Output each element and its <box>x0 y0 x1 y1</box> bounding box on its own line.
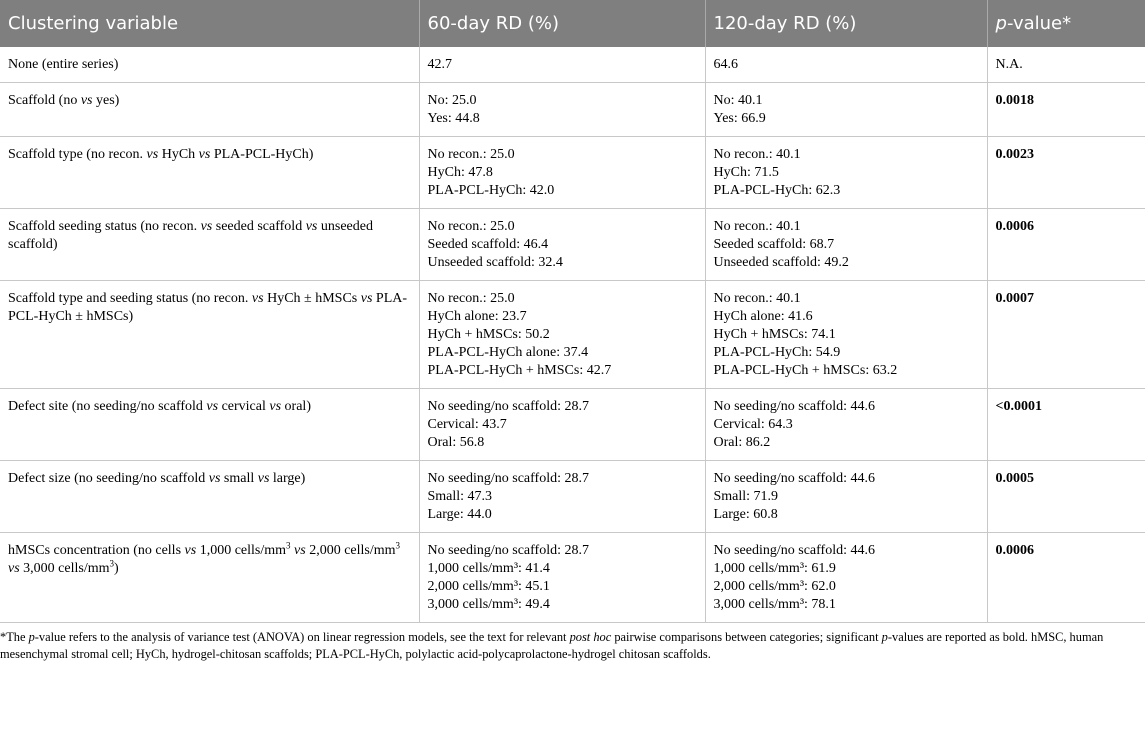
rd-value-line: Large: 44.0 <box>427 507 492 522</box>
variable-text: seeded scaffold <box>212 219 306 234</box>
rd-value-line: Oral: 56.8 <box>427 435 485 450</box>
rd-value-line: Seeded scaffold: 46.4 <box>427 237 549 252</box>
header-row <box>0 0 1145 47</box>
header-60-day-rd: 60-day RD (%) <box>419 0 705 47</box>
rd-value-line: No seeding/no scaffold: 44.6 <box>713 543 875 558</box>
cell-clustering-variable <box>0 47 419 83</box>
rd-value-line: No seeding/no scaffold: 28.7 <box>427 399 589 414</box>
rd-value-line: No recon.: 40.1 <box>713 219 801 234</box>
variable-text: Defect size (no seeding/no scaffold <box>8 471 209 486</box>
cell-60-day-rd <box>419 209 705 281</box>
footnote-part: *The <box>0 630 29 644</box>
variable-text: Defect site (no seeding/no scaffold <box>8 399 207 414</box>
table-row <box>0 47 1145 83</box>
cell-clustering-variable <box>0 83 419 137</box>
rd-value-line: Small: 71.9 <box>713 489 779 504</box>
variable-text: HyCh <box>158 147 199 162</box>
cell-p-value: N.A. <box>987 47 1145 83</box>
cell-p-value: 0.0006 <box>987 533 1145 623</box>
variable-text: Scaffold (no <box>8 93 81 108</box>
rd-value-line: Unseeded scaffold: 32.4 <box>427 255 563 270</box>
vs-italic: vs <box>251 291 264 306</box>
rd-value-line: Yes: 66.9 <box>713 111 766 126</box>
rd-value-line: PLA-PCL-HyCh alone: 37.4 <box>427 345 589 360</box>
variable-text: PLA-PCL-HyCh) <box>210 147 314 162</box>
vs-italic: vs <box>269 399 282 414</box>
cell-p-value: 0.0006 <box>987 209 1145 281</box>
rd-value-line: No: 40.1 <box>713 93 763 108</box>
table-footnote <box>0 623 1145 663</box>
footnote-italic: post hoc <box>569 630 612 644</box>
rd-value-line: 1,000 cells/mm³: 61.9 <box>713 561 836 576</box>
cell-60-day-rd <box>419 461 705 533</box>
variable-text: oral) <box>281 399 311 414</box>
rd-value-line: 3,000 cells/mm³: 49.4 <box>427 597 550 612</box>
variable-text: 1,000 cells/mm <box>196 543 287 558</box>
cell-60-day-rd <box>419 533 705 623</box>
vs-italic: vs <box>200 219 213 234</box>
cell-clustering-variable <box>0 281 419 389</box>
rd-value-line: HyCh: 71.5 <box>713 165 779 180</box>
variable-text: HyCh ± hMSCs <box>263 291 361 306</box>
cell-60-day-rd <box>419 47 705 83</box>
rd-value-line: Cervical: 43.7 <box>427 417 507 432</box>
cell-120-day-rd <box>705 47 987 83</box>
rd-value-line: HyCh: 47.8 <box>427 165 493 180</box>
header-p-italic: p <box>995 13 1007 34</box>
header-120-day-rd: 120-day RD (%) <box>705 0 987 47</box>
cell-p-value: 0.0007 <box>987 281 1145 389</box>
rd-value-line: No seeding/no scaffold: 44.6 <box>713 399 875 414</box>
variable-text: unseeded scaffold) <box>8 219 373 252</box>
rd-value-line: No recon.: 40.1 <box>713 291 801 306</box>
rd-value-line: 64.6 <box>713 57 738 72</box>
vs-italic: vs <box>206 399 219 414</box>
rd-value-line: 3,000 cells/mm³: 78.1 <box>713 597 836 612</box>
table-row <box>0 389 1145 461</box>
header-clustering-variable: Clustering variable <box>0 0 419 47</box>
variable-text: ) <box>114 561 119 576</box>
cell-p-value: 0.0018 <box>987 83 1145 137</box>
rd-value-line: No recon.: 40.1 <box>713 147 801 162</box>
footnote-italic: p <box>881 630 888 644</box>
variable-text: Scaffold type and seeding status (no recon. <box>8 291 252 306</box>
rd-value-line: Cervical: 64.3 <box>713 417 793 432</box>
vs-italic: vs <box>294 543 306 558</box>
cell-60-day-rd <box>419 281 705 389</box>
cell-120-day-rd <box>705 461 987 533</box>
cell-clustering-variable <box>0 533 419 623</box>
cell-clustering-variable <box>0 389 419 461</box>
rd-value-line: PLA-PCL-HyCh + hMSCs: 42.7 <box>427 363 612 378</box>
vs-italic: vs <box>184 543 197 558</box>
table-row <box>0 461 1145 533</box>
cell-120-day-rd <box>705 281 987 389</box>
header-p-value <box>987 0 1145 47</box>
footnote-italic: p <box>28 630 35 644</box>
table-header <box>0 0 1145 47</box>
cell-60-day-rd <box>419 137 705 209</box>
variable-text: yes) <box>92 93 120 108</box>
rd-value-line: 1,000 cells/mm³: 41.4 <box>427 561 550 576</box>
cell-clustering-variable <box>0 137 419 209</box>
cell-120-day-rd <box>705 83 987 137</box>
superscript: 3 <box>395 540 401 551</box>
vs-italic: vs <box>208 471 221 486</box>
rd-value-line: HyCh alone: 41.6 <box>713 309 813 324</box>
rd-value-line: Seeded scaffold: 68.7 <box>713 237 835 252</box>
rd-value-line: PLA-PCL-HyCh: 62.3 <box>713 183 841 198</box>
variable-text: 3,000 cells/mm <box>19 561 110 576</box>
vs-italic: vs <box>198 147 211 162</box>
rd-value-line: No seeding/no scaffold: 44.6 <box>713 471 875 486</box>
vs-italic: vs <box>360 291 373 306</box>
rd-value-line: PLA-PCL-HyCh: 42.0 <box>427 183 555 198</box>
header-p-rest: -value* <box>1006 13 1072 34</box>
rd-value-line: PLA-PCL-HyCh: 54.9 <box>713 345 841 360</box>
cell-60-day-rd <box>419 83 705 137</box>
vs-italic: vs <box>80 93 93 108</box>
table-row <box>0 137 1145 209</box>
variable-text: hMSCs concentration (no cells <box>8 543 185 558</box>
footnote-part: pairwise comparisons between categories; significant <box>611 630 882 644</box>
rd-value-line: No seeding/no scaffold: 28.7 <box>427 471 589 486</box>
cell-120-day-rd <box>705 533 987 623</box>
rd-value-line: Unseeded scaffold: 49.2 <box>713 255 849 270</box>
variable-text: large) <box>269 471 306 486</box>
table-body <box>0 47 1145 623</box>
superscript: 3 <box>109 558 114 569</box>
rd-value-line: Oral: 86.2 <box>713 435 771 450</box>
rd-value-line: HyCh + hMSCs: 74.1 <box>713 327 836 342</box>
cell-p-value: 0.0005 <box>987 461 1145 533</box>
cell-120-day-rd <box>705 389 987 461</box>
cell-60-day-rd <box>419 389 705 461</box>
table-row <box>0 533 1145 623</box>
rd-value-line: HyCh alone: 23.7 <box>427 309 527 324</box>
rd-value-line: PLA-PCL-HyCh + hMSCs: 63.2 <box>713 363 898 378</box>
rd-value-line: 42.7 <box>427 57 452 72</box>
cell-120-day-rd <box>705 137 987 209</box>
cell-clustering-variable <box>0 209 419 281</box>
variable-text: 2,000 cells/mm <box>305 543 396 558</box>
superscript: 3 <box>286 540 291 551</box>
variable-text: small <box>220 471 258 486</box>
vs-italic: vs <box>146 147 159 162</box>
vs-italic: vs <box>8 561 20 576</box>
rd-value-line: No recon.: 25.0 <box>427 219 515 234</box>
rd-value-line: No seeding/no scaffold: 28.7 <box>427 543 589 558</box>
variable-text: PLA-PCL-HyCh ± hMSCs) <box>8 291 408 324</box>
cell-120-day-rd <box>705 209 987 281</box>
variable-text: Scaffold seeding status (no recon. <box>8 219 201 234</box>
footnote-part: -values are reported as bold. hMSC, human mesenchymal stromal cell; HyCh, hydrogel-chitosan scaffolds; PLA-PCL-HyCh, polylactic acid-polycaprolactone-hydrogel chitosan scaffolds. <box>0 630 1104 661</box>
table-row <box>0 209 1145 281</box>
variable-text: None (entire series) <box>8 57 119 72</box>
vs-italic: vs <box>305 219 318 234</box>
rd-value-line: Small: 47.3 <box>427 489 493 504</box>
rd-value-line: 2,000 cells/mm³: 45.1 <box>427 579 550 594</box>
rd-value-line: Yes: 44.8 <box>427 111 480 126</box>
vs-italic: vs <box>257 471 270 486</box>
rd-value-line: No: 25.0 <box>427 93 477 108</box>
table-row <box>0 83 1145 137</box>
rd-value-line: HyCh + hMSCs: 50.2 <box>427 327 550 342</box>
cell-p-value: 0.0023 <box>987 137 1145 209</box>
rd-value-line: Large: 60.8 <box>713 507 778 522</box>
rd-value-line: 2,000 cells/mm³: 62.0 <box>713 579 836 594</box>
variable-text: Scaffold type (no recon. <box>8 147 147 162</box>
cell-clustering-variable <box>0 461 419 533</box>
table-row <box>0 281 1145 389</box>
cell-p-value: <0.0001 <box>987 389 1145 461</box>
variable-text: cervical <box>218 399 270 414</box>
rd-value-line: No recon.: 25.0 <box>427 291 515 306</box>
footnote-part: -value refers to the analysis of variance test (ANOVA) on linear regression models, see the text for relevant <box>34 630 570 644</box>
rd-value-line: No recon.: 25.0 <box>427 147 515 162</box>
